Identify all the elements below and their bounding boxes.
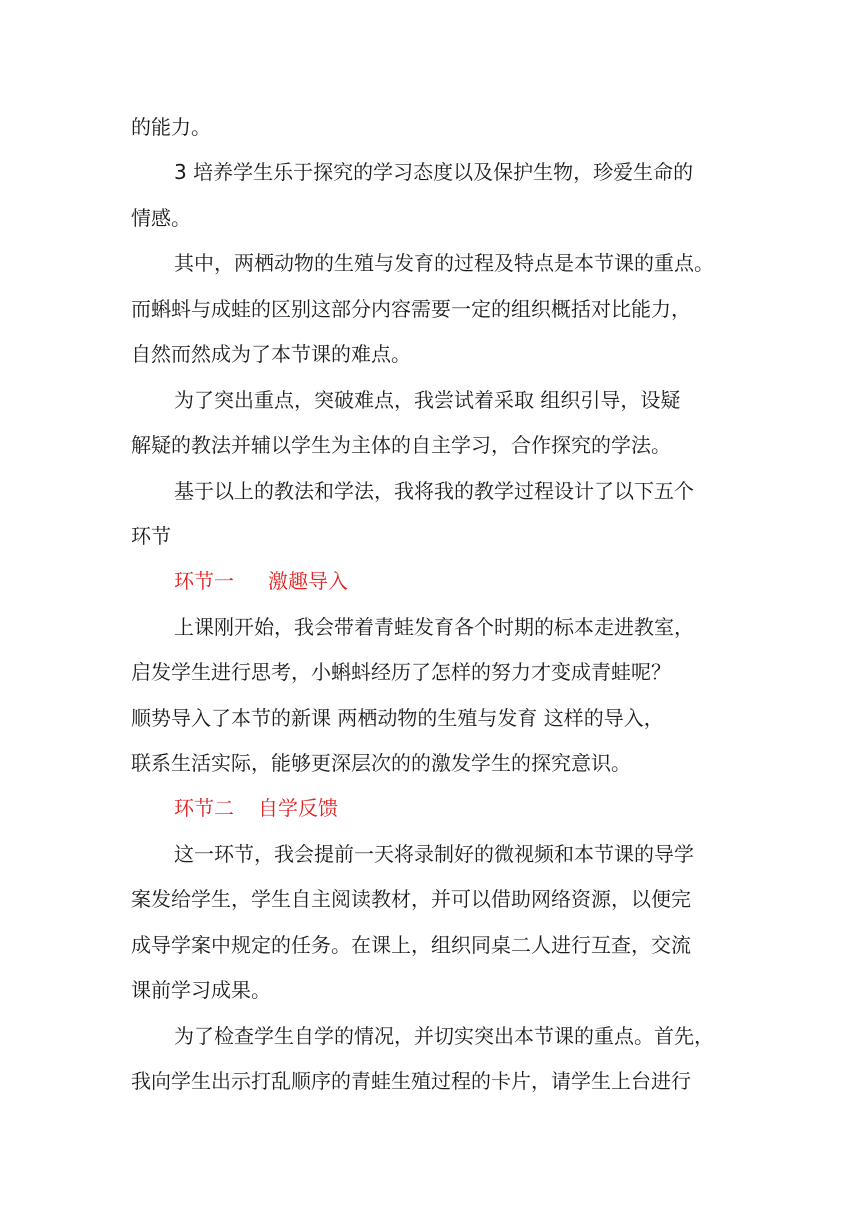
text-line: 我向学生出示打乱顺序的青蛙生殖过程的卡片，请学生上台进行: [131, 1069, 691, 1093]
text-line: 为了检查学生自学的情况，并切实突出本节课的重点。首先，: [174, 1024, 714, 1048]
text-line: 自然而然成为了本节课的难点。: [131, 342, 411, 366]
text-line: 为了突出重点，突破难点，我尝试着采取 组织引导，设疑: [174, 388, 681, 412]
text-line: 其中，两栖动物的生殖与发育的过程及特点是本节课的重点。: [174, 251, 714, 275]
text-line: 这一环节，我会提前一天将录制好的微视频和本节课的导学: [174, 842, 694, 866]
text-line: 的能力。: [131, 115, 211, 139]
text-line: 顺势导入了本节的新课 两栖动物的生殖与发育 这样的导入，: [131, 706, 664, 730]
text-line: 成导学案中规定的任务。在课上，组织同桌二人进行互查，交流: [131, 933, 691, 957]
text-line: 情感。: [131, 206, 191, 230]
section-number: 环节一: [174, 569, 234, 593]
text-line: 课前学习成果。: [131, 978, 271, 1002]
section-heading: [174, 571, 348, 591]
text-line: 上课刚开始，我会带着青蛙发育各个时期的标本走进教室，: [174, 615, 694, 639]
section-heading: [174, 798, 338, 818]
section-number: 环节二: [174, 796, 234, 820]
text-line: 启发学生进行思考，小蝌蚪经历了怎样的努力才变成青蛙呢？: [131, 660, 671, 684]
text-line: 基于以上的教法和学法，我将我的教学过程设计了以下五个: [174, 479, 694, 503]
text-line: 案发给学生，学生自主阅读教材，并可以借助网络资源，以便完: [131, 887, 691, 911]
section-title: 激趣导入: [268, 569, 348, 593]
section-title: 自学反馈: [258, 796, 338, 820]
text-line: 解疑的教法并辅以学生为主体的自主学习，合作探究的学法。: [131, 433, 671, 457]
text-line: 联系生活实际，能够更深层次的的激发学生的探究意识。: [131, 751, 631, 775]
text-line: 环节: [131, 524, 171, 548]
text-line: 3 培养学生乐于探究的学习态度以及保护生物，珍爱生命的: [174, 160, 694, 184]
text-line: 而蝌蚪与成蛙的区别这部分内容需要一定的组织概括对比能力，: [131, 297, 691, 321]
